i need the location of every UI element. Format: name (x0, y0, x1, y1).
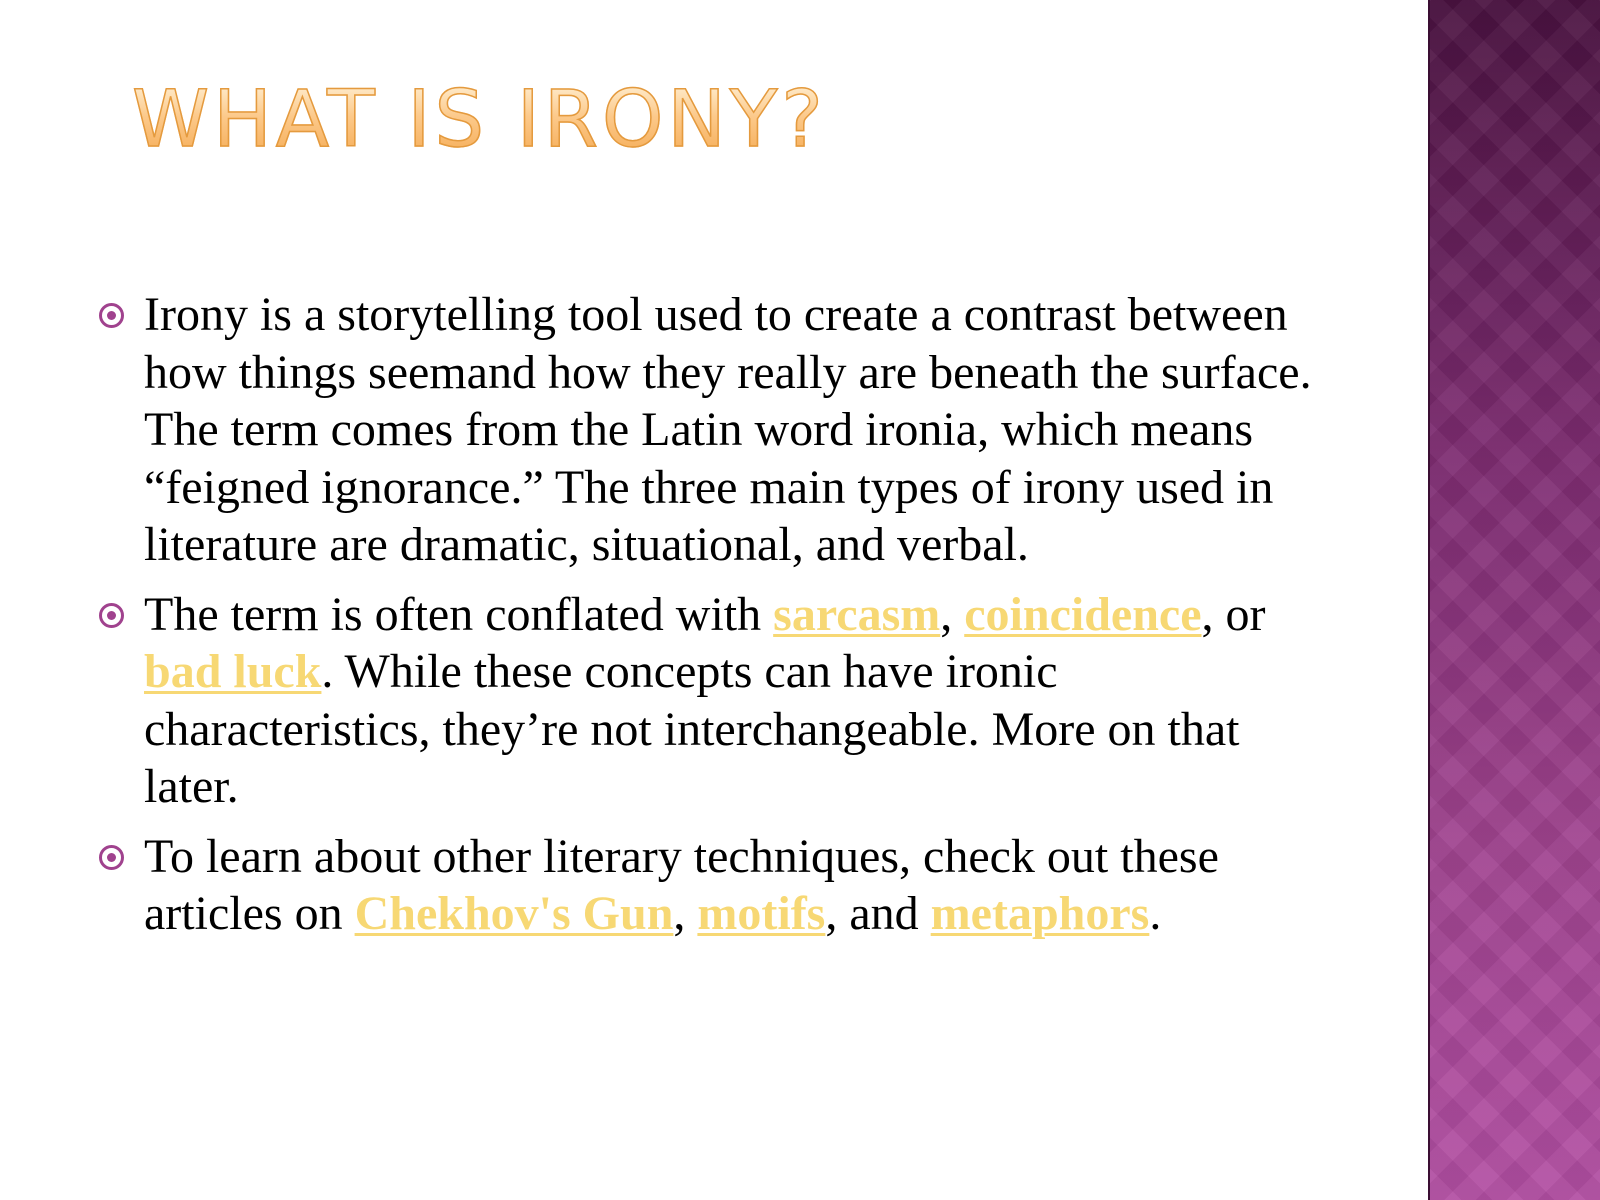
link-chekhovs-gun[interactable]: Chekhov's Gun (354, 887, 674, 940)
circled-dot-icon (99, 303, 124, 328)
decorative-side-band (1428, 0, 1600, 1200)
link-coincidence[interactable]: coincidence (964, 587, 1202, 641)
bullet-text: To learn about other literary techniques, check out these articles on (144, 829, 1219, 940)
bullet-item (96, 586, 1326, 816)
link-sarcasm[interactable]: sarcasm (773, 587, 941, 641)
bullet-text: The term is often conflated with (144, 587, 774, 641)
bullet-list (96, 286, 1326, 955)
circled-dot-icon (99, 603, 124, 628)
bullet-text: . While these concepts can have ironic characteristics, they’re not interchangeable. More on that later. (144, 645, 1240, 813)
bullet-text: , and (825, 887, 931, 940)
link-bad-luck[interactable]: bad luck (144, 645, 322, 698)
bullet-text: . (1149, 887, 1162, 940)
bullet-text: , (940, 587, 965, 641)
circled-dot-icon (99, 845, 124, 870)
bullet-text: Irony is a storytelling tool used to create a contrast between how things seemand how they really are beneath the surface. The term comes from the Latin word ironia, which means “feigned ignorance.” The three main types of irony used in literature are dramatic, situational, and verbal. (144, 288, 1312, 571)
slide-title: WHAT IS IRONY? (132, 75, 827, 165)
link-metaphors[interactable]: metaphors (930, 887, 1150, 940)
link-motifs[interactable]: motifs (697, 887, 826, 940)
bullet-text: , (673, 887, 698, 940)
bullet-text: , or (1201, 587, 1266, 641)
bullet-item (96, 828, 1326, 943)
bullet-item (96, 286, 1326, 574)
